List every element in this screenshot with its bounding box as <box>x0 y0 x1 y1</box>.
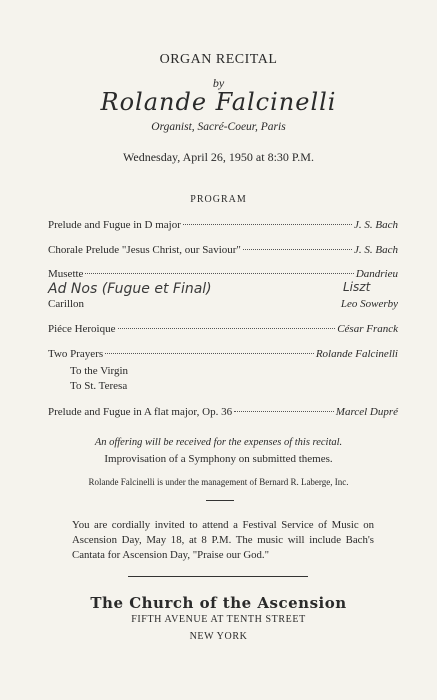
piece-title: Piéce Heroique <box>48 323 116 335</box>
by-label: by <box>212 76 225 90</box>
leader-dots <box>85 273 353 274</box>
prayer-part: To the Virgin <box>70 365 129 377</box>
leader-dots <box>118 328 336 329</box>
piece-title: Two Prayers <box>48 348 104 360</box>
divider <box>206 500 234 501</box>
leader-dots <box>243 249 352 250</box>
handwritten-composer: Liszt <box>343 280 371 294</box>
recital-date: Wednesday, April 26, 1950 at 8:30 P.M. <box>123 150 314 164</box>
improvisation-note: Improvisation of a Symphony on submitted themes. <box>104 453 333 465</box>
leader-dots <box>234 411 334 412</box>
piece-title: Musette <box>48 268 84 280</box>
composer-name: Rolande Falcinelli <box>315 348 398 360</box>
church-city: NEW YORK <box>189 631 248 642</box>
program-item <box>48 323 398 339</box>
piece-title: Prelude and Fugue in D major <box>48 219 181 231</box>
handwritten-annotation: Ad Nos (Fugue et Final) <box>48 281 212 297</box>
program-item <box>48 298 398 314</box>
recital-title: ORGAN RECITAL <box>159 52 278 67</box>
leader-dots <box>105 353 314 354</box>
program-item <box>48 348 398 364</box>
divider <box>128 576 308 577</box>
management-note: Rolande Falcinelli is under the management of Bernard R. Laberge, Inc. <box>88 477 349 487</box>
composer-name: J. S. Bach <box>354 219 398 231</box>
performer-name: Rolande Falcinelli <box>100 88 337 116</box>
leader-dots <box>183 224 352 225</box>
piece-title: Chorale Prelude "Jesus Christ, our Saviour" <box>48 244 241 256</box>
church-name: The Church of the Ascension <box>90 594 347 612</box>
offering-note: An offering will be received for the expenses of this recital. <box>94 437 343 448</box>
leader-space <box>86 303 339 304</box>
piece-title: Carillon <box>48 298 85 310</box>
piece-title: Prelude and Fugue in A flat major, Op. 36 <box>48 406 233 418</box>
program-item <box>48 406 398 422</box>
composer-name: Marcel Dupré <box>335 406 398 418</box>
program-item <box>48 219 398 235</box>
church-address: FIFTH AVENUE AT TENTH STREET <box>131 614 306 625</box>
prayer-part: To St. Teresa <box>70 380 128 392</box>
performer-title: Organist, Sacré-Coeur, Paris <box>151 121 286 133</box>
program-item <box>48 244 398 260</box>
program-heading: PROGRAM <box>190 194 247 205</box>
composer-name: J. S. Bach <box>354 244 398 256</box>
composer-name: Leo Sowerby <box>340 298 398 310</box>
invitation-text: You are cordially invited to attend a Festival Service of Music on Ascension Day, May 18, at 8 P.M. The music will include Bach's Cantata for Ascension Day, "Praise our God." <box>72 519 374 561</box>
composer-name: Dandrieu <box>355 268 398 280</box>
composer-name: César Franck <box>337 323 398 335</box>
